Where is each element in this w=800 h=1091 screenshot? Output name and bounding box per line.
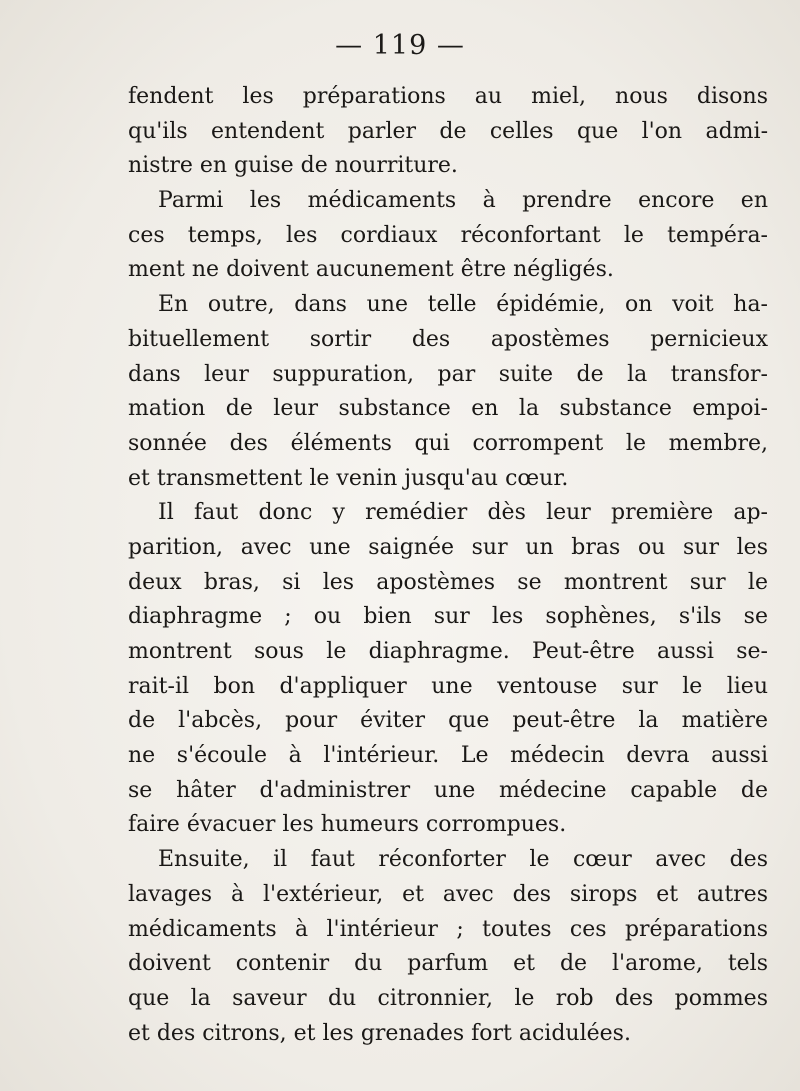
text-line: et des citrons, et les grenades fort acidulées. [128,1020,631,1046]
text-line: dans leur suppuration, par suite de la transfor- [128,361,768,387]
text-line: qu'ils entendent parler de celles que l'on admi- [128,118,768,144]
text-line: doivent contenir du parfum et de l'arome, tels [128,951,768,977]
body-text [128,80,768,1051]
text-line: ne s'écoule à l'intérieur. Le médecin devra aussi [128,743,768,769]
text-line: mation de leur substance en la substance empoi- [128,396,768,422]
text-line: En outre, dans une telle épidémie, on voit ha- [158,292,768,318]
text-line: Parmi les médicaments à prendre encore en [158,188,768,214]
text-line: deux bras, si les apostèmes se montrent sur le [128,569,768,595]
text-line: rait-il bon d'appliquer une ventouse sur le lieu [128,673,768,699]
paragraph [128,80,768,184]
text-line: faire évacuer les humeurs corrompues. [128,812,567,838]
text-line: fendent les préparations au miel, nous disons [128,84,768,109]
text-line: Ensuite, il faut réconforter le cœur avec des [158,847,768,873]
page-number: — 119 — [335,30,465,61]
text-line: médicaments à l'intérieur ; toutes ces préparations [128,916,768,942]
text-line: sonnée des éléments qui corrompent le membre, [128,430,768,456]
paragraph [128,288,768,496]
paragraph [128,843,768,1051]
paragraph [128,184,768,288]
text-line: se hâter d'administrer une médecine capable de [128,777,768,803]
text-line: nistre en guise de nourriture. [128,153,458,179]
text-line: Il faut donc y remédier dès leur première ap- [158,500,768,526]
paragraph [128,496,768,843]
text-line: bituellement sortir des apostèmes pernicieux [128,326,768,352]
text-line: parition, avec une saignée sur un bras ou sur les [128,534,768,560]
text-line: et transmettent le venin jusqu'au cœur. [128,465,569,491]
text-line: de l'abcès, pour éviter que peut-être la matière [128,708,768,734]
text-line: lavages à l'extérieur, et avec des sirops et autres [128,881,768,907]
text-line: que la saveur du citronnier, le rob des pommes [128,985,768,1011]
text-line: diaphragme ; ou bien sur les sophènes, s'ils se [128,604,768,630]
text-line: ces temps, les cordiaux réconfortant le tempéra- [128,222,768,248]
text-line: ment ne doivent aucunement être négligés. [128,257,614,283]
text-line: montrent sous le diaphragme. Peut-être aussi se- [128,639,768,664]
